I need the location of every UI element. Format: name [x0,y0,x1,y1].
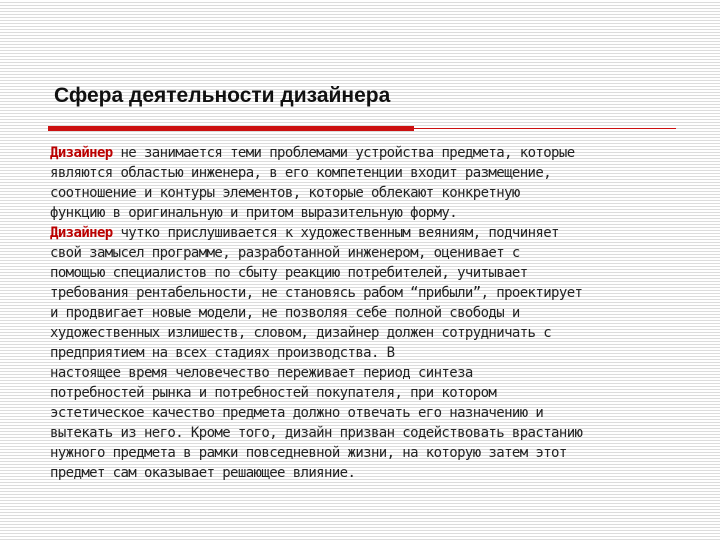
title-underline-line [414,128,676,129]
text-line: требования рентабельности, не становясь рабом “прибыли”, проектирует [50,285,583,301]
text-line: помощью специалистов по сбыту реакцию потребителей, учитывает [50,265,528,281]
text-line: предмет сам оказывает решающее влияние. [50,465,356,481]
text-line: Дизайнер не занимается теми проблемами устройства предмета, которые [50,145,575,161]
text-line: соотношение и контуры элементов, которые облекают конкретную [50,185,520,201]
slide-body [50,143,690,483]
text-line: функцию в оригинальную и притом выразительную форму. [50,205,458,221]
text-line: вытекать из него. Кроме того, дизайн призван содействовать врастанию [50,425,583,441]
text-line: художественных излишеств, словом, дизайнер должен сотрудничать с [50,325,552,341]
paragraph-lead-word: Дизайнер [50,225,113,241]
paragraph-lead-word: Дизайнер [50,145,113,161]
text-line: и продвигает новые модели, не позволяя себе полной свободы и [50,305,520,321]
text-line: нужного предмета в рамки повседневной жизни, на которую затем этот [50,445,567,461]
title-underline-bar [48,126,414,131]
paragraph-2 [50,223,690,483]
paragraph-1 [50,143,690,223]
text-line: Дизайнер чутко прислушивается к художественным веяниям, подчиняет [50,225,559,241]
text-line: свой замысел программе, разработанной инженером, оценивает с [50,245,520,261]
text-line: настоящее время человечество переживает период синтеза [50,365,473,381]
text-line: являются областью инженера, в его компетенции входит размещение, [50,165,552,181]
text-line: эстетическое качество предмета должно отвечать его назначению и [50,405,544,421]
slide-title: Сфера деятельности дизайнера [54,84,391,107]
text-line: потребностей рынка и потребностей покупателя, при котором [50,385,497,401]
text-line: предприятием на всех стадиях производства. В [50,345,395,361]
